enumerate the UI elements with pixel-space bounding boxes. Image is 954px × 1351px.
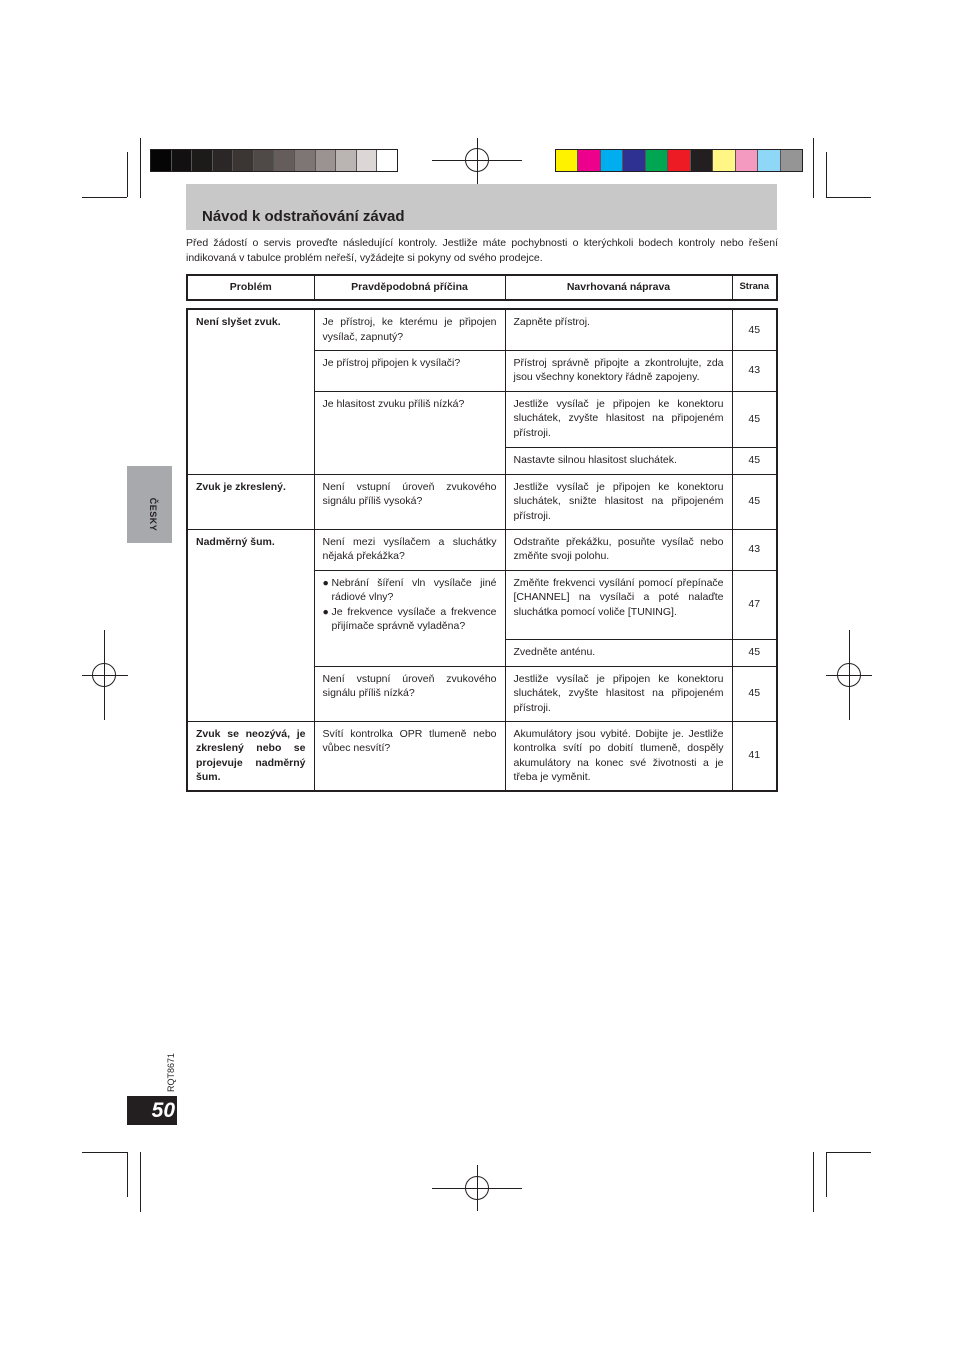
page-cell: 45 [732, 666, 777, 721]
remedy-cell: Odstraňte překážku, posuňte vysílač nebo změňte svoji polohu. [505, 529, 732, 570]
grayscale-calibration-bar [150, 149, 398, 172]
table-row [187, 309, 777, 350]
troubleshooting-table [186, 308, 778, 792]
column-header-page: Strana [732, 275, 777, 300]
page-cell: 45 [732, 639, 777, 666]
color-swatch [736, 150, 758, 171]
problem-cell: Není slyšet zvuk. [187, 309, 314, 474]
table-row [187, 474, 777, 529]
bullet-text: Nebrání šíření vln vysílače jiné rádiové vlny? [331, 576, 497, 603]
remedy-cell: Zapněte přístroj. [505, 309, 732, 350]
cause-cell [314, 570, 505, 666]
language-tab-label: ČESKY [148, 497, 158, 532]
color-swatch [601, 150, 623, 171]
color-swatch [668, 150, 690, 171]
color-swatch [781, 150, 802, 171]
problem-cell: Zvuk je zkreslený. [187, 474, 314, 529]
remedy-cell: Přístroj správně připojte a zkontrolujte, zda jsou všechny konektory řádně zapojeny. [505, 350, 732, 391]
cause-cell: Je hlasitost zvuku příliš nízká? [314, 391, 505, 474]
intro-paragraph: Před žádostí o servis proveďte následující kontroly. Jestliže máte pochybnosti o kterýchkoli bodech kontroly nebo řešení indikovaná v tabulce problém neřeší, vyžádejte si pokyny od svého prodejce. [186, 237, 778, 264]
cause-cell: Není mezi vysílačem a sluchátky nějaká překážka? [314, 529, 505, 570]
gray-swatch [233, 150, 254, 171]
remedy-cell: Nastavte silnou hlasitost sluchátek. [505, 447, 732, 474]
table-header [186, 274, 778, 301]
gray-swatch [336, 150, 357, 171]
color-swatch [691, 150, 713, 171]
cause-cell: Není vstupní úroveň zvukového signálu příliš nízká? [314, 666, 505, 721]
column-header-problem: Problém [187, 275, 314, 300]
remedy-cell: Jestliže vysílač je připojen ke konektoru sluchátek, zvyšte hlasitost na připojeném přístroji. [505, 391, 732, 447]
remedy-cell: Změňte frekvenci vysílání pomocí přepínače [CHANNEL] na vysílači a poté nalaďte sluchátka pomocí voliče [TUNING]. [505, 570, 732, 639]
page-cell: 47 [732, 570, 777, 639]
color-swatch [623, 150, 645, 171]
column-header-remedy: Navrhovaná náprava [505, 275, 732, 300]
color-swatch [713, 150, 735, 171]
remedy-cell: Jestliže vysílač je připojen ke konektoru sluchátek, zvyšte hlasitost na připojeném přístroji. [505, 666, 732, 721]
bullet-icon: ● [322, 605, 329, 618]
gray-swatch [192, 150, 213, 171]
page-cell: 43 [732, 350, 777, 391]
color-swatch [578, 150, 600, 171]
column-header-cause: Pravděpodobná příčina [314, 275, 505, 300]
gray-swatch [274, 150, 295, 171]
cause-cell: Není vstupní úroveň zvukového signálu příliš vysoká? [314, 474, 505, 529]
page-cell: 45 [732, 474, 777, 529]
color-swatch [758, 150, 780, 171]
remedy-cell: Zvedněte anténu. [505, 639, 732, 666]
cause-cell: Svítí kontrolka OPR tlumeně nebo vůbec nesvítí? [314, 721, 505, 791]
problem-cell: Zvuk se neozývá, je zkreslený nebo se projevuje nadměrný šum. [187, 721, 314, 791]
gray-swatch [377, 150, 397, 171]
bullet-item [323, 576, 497, 605]
page-cell: 45 [732, 391, 777, 447]
bullet-item [323, 605, 497, 634]
page-title: Návod k odstraňování závad [202, 208, 405, 225]
page-cell: 43 [732, 529, 777, 570]
color-swatch [556, 150, 578, 171]
gray-swatch [316, 150, 337, 171]
remedy-cell: Akumulátory jsou vybité. Dobijte je. Jestliže kontrolka svítí po dobití tlumeně, dospěly akumulátory na konec své životnosti a je třeba je vyměnit. [505, 721, 732, 791]
page-cell: 41 [732, 721, 777, 791]
table-row [187, 721, 777, 791]
document-code: RQT8671 [166, 1052, 176, 1092]
problem-cell: Nadměrný šum. [187, 529, 314, 721]
page-cell: 45 [732, 309, 777, 350]
color-calibration-bar [555, 149, 803, 172]
gray-swatch [357, 150, 378, 171]
color-swatch [646, 150, 668, 171]
page-number: 50 [151, 1099, 175, 1122]
cause-cell: Je přístroj připojen k vysílači? [314, 350, 505, 391]
remedy-cell: Jestliže vysílač je připojen ke konektoru sluchátek, snižte hlasitost na připojeném přístroji. [505, 474, 732, 529]
page-cell: 45 [732, 447, 777, 474]
gray-swatch [213, 150, 234, 171]
bullet-icon: ● [322, 576, 329, 589]
bullet-text: Je frekvence vysílače a frekvence přijímače správně vyladěna? [331, 605, 497, 632]
gray-swatch [151, 150, 172, 171]
gray-swatch [254, 150, 275, 171]
gray-swatch [172, 150, 193, 171]
cause-cell: Je přístroj, ke kterému je připojen vysílač, zapnutý? [314, 309, 505, 350]
gray-swatch [295, 150, 316, 171]
table-row [187, 529, 777, 570]
